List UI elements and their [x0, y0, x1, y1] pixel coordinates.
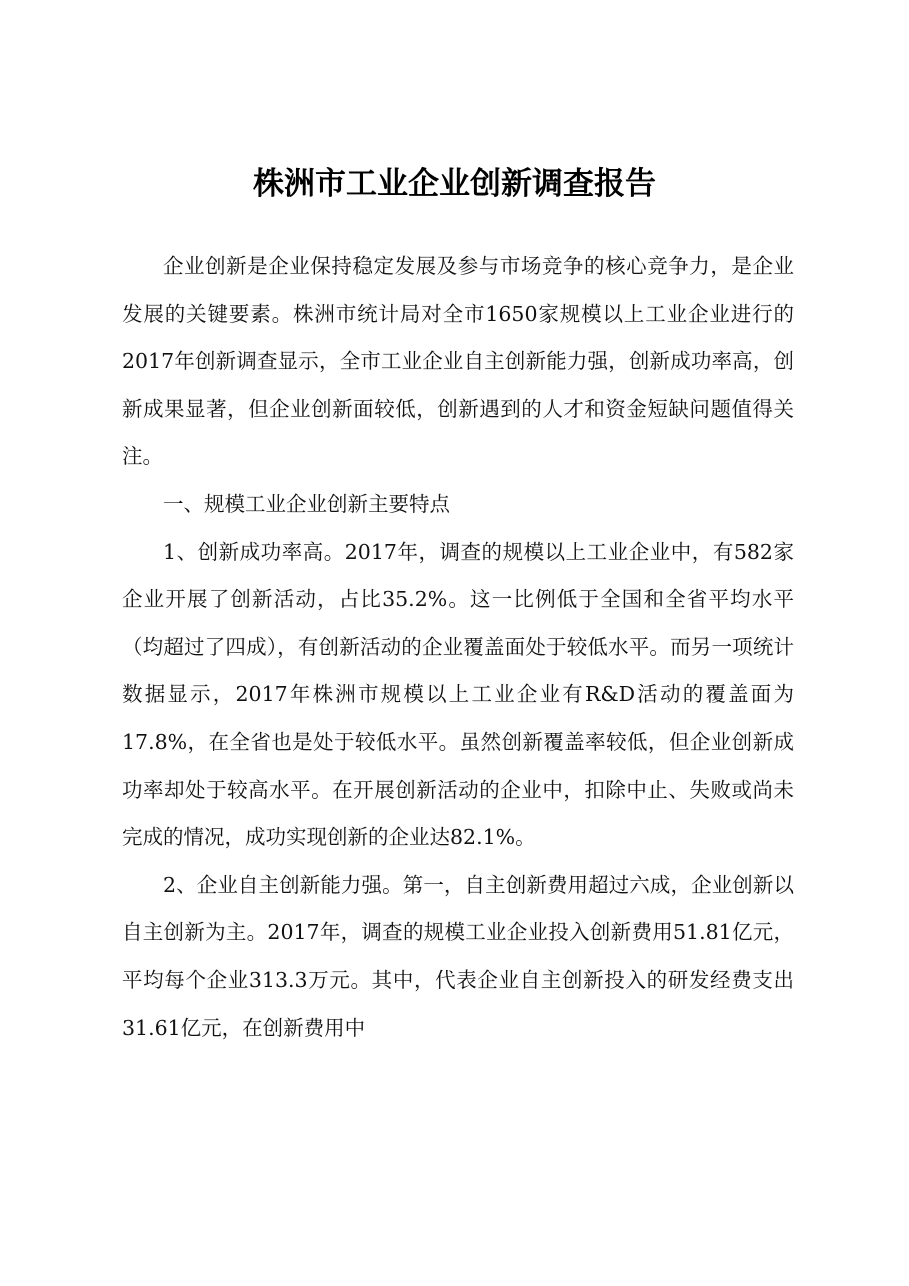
document-body: [122, 243, 794, 1052]
paragraph-point-2: 2、企业自主创新能力强。第一，自主创新费用超过六成，企业创新以自主创新为主。2017年，调查的规模工业企业投入创新费用51.81亿元，平均每个企业313.3万元。其中，代表企业自主创新投入的研发经费支出31.61亿元，在创新费用中: [122, 872, 794, 1040]
paragraph-intro: 企业创新是企业保持稳定发展及参与市场竞争的核心竞争力，是企业发展的关键要素。株洲市统计局对全市1650家规模以上工业企业进行的2017年创新调查显示，全市工业企业自主创新能力强，创新成功率高，创新成果显著，但企业创新面较低，创新遇到的人才和资金短缺问题值得关注。: [122, 254, 794, 469]
paragraph-point-1: 1、创新成功率高。2017年，调查的规模以上工业企业中，有582家企业开展了创新活动，占比35.2%。这一比例低于全国和全省平均水平（均超过了四成），有创新活动的企业覆盖面处于较低水平。而另一项统计数据显示，2017年株洲市规模以上工业企业有R&D活动的覆盖面为17.8%，在全省也是处于较低水平。虽然创新覆盖率较低，但企业创新成功率却处于较高水平。在开展创新活动的企业中，扣除中止、失败或尚未完成的情况，成功实现创新的企业达82.1%。: [122, 539, 794, 850]
document-title: 株洲市工业企业创新调查报告: [253, 166, 656, 202]
section-heading: 一、规模工业企业创新主要特点: [163, 491, 450, 516]
